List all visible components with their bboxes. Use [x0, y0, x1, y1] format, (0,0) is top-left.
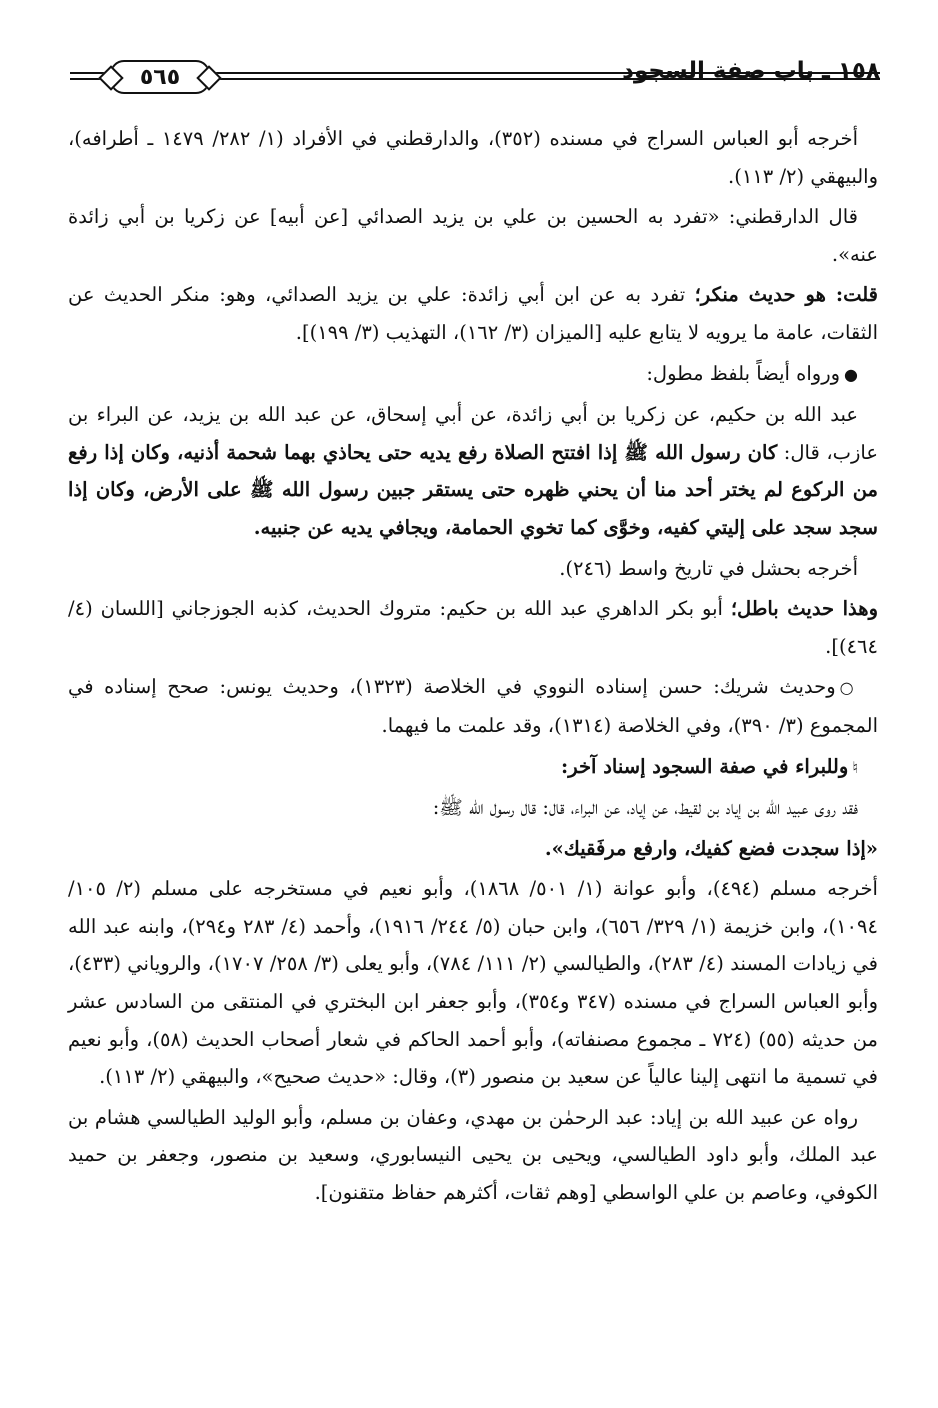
running-title: ١٥٨ ـ باب صفة السجود: [622, 58, 880, 84]
verdict-lead: وهذا حديث باطل؛: [730, 597, 878, 621]
circle-marker-icon: ○: [839, 678, 858, 698]
hadith-text: «إذا سجدت فضع كفيك، وارفع مرفَقيك».: [544, 836, 878, 860]
paragraph-text: قال الدارقطني: «تفرد به الحسين بن علي بن يزيد الصدائي [عن أبيه] عن زكريا بن أبي زائدة عنه».: [68, 205, 878, 266]
subsection-marker-icon: ♮: [852, 757, 858, 777]
paragraph-text: رواه عن عبيد الله بن إياد: عبد الرحمٰن بن مهدي، وعفان بن مسلم، وأبو الوليد الطيالسي هشام بن عبد الملك، وأبو داود الطيالسي، ويحيى بن يحيى النيسابوري، وسعيد بن منصور، وجعفر بن حميد الكوفي، وعاصم بن علي الواسطي [وهم ثقات، أكثرهم حفاظ متقنون].: [68, 1105, 878, 1205]
paragraph-text: تفرد به عن ابن أبي زائدة: علي بن يزيد الصدائي، وهو: منكر الحديث عن الثقات، عامة ما يرويه لا يتابع عليه [الميزان (٣/ ١٦٢)، التهذيب (٣/ ١٩٩)].: [68, 283, 878, 344]
section-marker-icon: ●: [844, 364, 858, 384]
paragraph-text: أخرجه مسلم (٤٩٤)، وأبو عوانة (١/ ٥٠١/ ١٨٦٨)، وأبو نعيم في مستخرجه على مسلم (٢/ ١٠٥/ ١٠٩٤)، وابن خزيمة (١/ ٣٢٩/ ٦٥٦)، وابن حبان (٥/ ٢٤٤/ ١٩١٦)، وأحمد (٤/ ٢٨٣ و٢٩٤)، وابنه عبد الله في زيادات المسند (٤/ ٢٨٣)، والطيالسي (٢/ ١١١/ ٧٨٤)، وأبو يعلى (٣/ ٢٥٨/ ١٧٠٧)، والروياني (٤٣٣)، وأبو العباس السراج في مسنده (٣٤٧ و٣٥٤)، وأبو جعفر ابن البختري في المنتقى من السادس عشر من حديثه (٥٥) (٧٢٤ ـ مجموع مصنفاته)، وأبو أحمد الحاكم في شعار أصحاب الحديث (٥٨)، وأبو نعيم في تسمية ما انتهى إلينا عالياً عن سعيد بن منصور (٣)، وقال: «حديث صحيح»، والبيهقي (٢/ ١١٣).: [68, 877, 879, 1089]
hadith-text: كان رسول الله ﷺ إذا افتتح الصلاة رفع يديه حتى يحاذي بهما شحمة أذنيه، وكان إذا رفع من الركوع لم يختر أحد منا أن يحني ظهره حتى يستقر جبين رسول الله ﷺ على الأرض، وكان إذا سجد سجد على إليتي كفيه، وخوَّى كما تخوي الحمامة، ويجافي يديه عن جنبيه.: [68, 440, 878, 539]
paragraph: [68, 668, 878, 744]
paragraph-text: ورواه أيضاً بلفظ مطول:: [646, 361, 841, 385]
paragraph: [68, 870, 878, 1096]
paragraph: [68, 590, 878, 665]
paragraph-text: عبد الله بن حكيم، عن زكريا بن أبي زائدة، عن أبي إسحاق، عن عبد الله بن يزيد، عن البراء بن عازب، قال:: [68, 403, 878, 464]
paragraph: [68, 276, 878, 351]
paragraph: [68, 396, 878, 546]
verdict-lead: قلت: هو حديث منكر؛: [694, 283, 878, 307]
paragraph: [68, 550, 878, 588]
paragraph: [68, 198, 878, 273]
paragraph: [68, 748, 878, 787]
paragraph-text: أبو بكر الداهري عبد الله بن حكيم: متروك الحديث، كذبه الجوزجاني [اللسان (٤/ ٤٦٤)].: [68, 597, 878, 658]
page-number-badge: [110, 60, 210, 94]
paragraph: [68, 355, 878, 394]
paragraph-text: أخرجه بحشل في تاريخ واسط (٢٤٦).: [559, 556, 858, 580]
paragraph: [68, 1099, 878, 1212]
subsection-heading: وللبراء في صفة السجود إسناد آخر:: [561, 754, 849, 778]
paragraph: [68, 789, 878, 827]
paragraph-text: وحديث شريك: حسن إسناده النووي في الخلاصة (١٣٢٣)، وحديث يونس: صحح إسناده في المجموع (٣/ ٣٩٠)، وفي الخلاصة (١٣١٤)، وقد علمت ما فيهما.: [68, 675, 878, 737]
page-number: ٥٦٥: [139, 64, 181, 90]
paragraph: [68, 120, 878, 195]
page-header: [70, 52, 880, 102]
paragraph-text: أخرجه أبو العباس السراج في مسنده (٣٥٢)، والدارقطني في الأفراد (١/ ٢٨٢/ ١٤٧٩ ـ أطرافه)، والبيهقي (٢/ ١١٣).: [68, 127, 878, 188]
page-body: [68, 120, 878, 1215]
paragraph: [68, 830, 878, 868]
paragraph-text: فقد روى عبيد الله بن إياد بن لقيط، عن إياد، عن البراء، قال: قال رسول الله ﷺ:: [432, 796, 858, 820]
